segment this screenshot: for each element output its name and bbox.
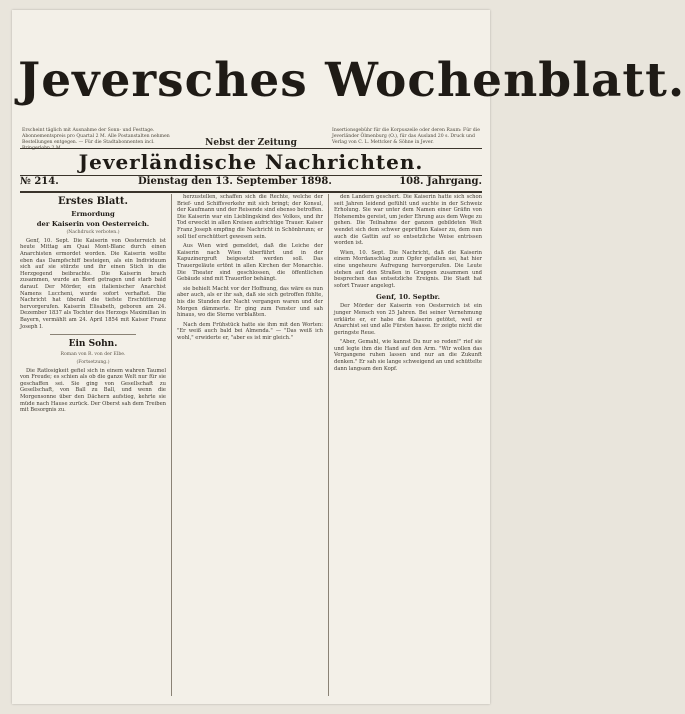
article-text: Genf, 10. Sept. Die Kaiserin von Oesterreich ist heute Mittag am Quai Mont-Blanc durch einen Anarchisten ermordet worden. Die Kaiserin wollte eben das Dampfschiff besteigen, als ein Individuum sich auf sie stürzte und ihr einen Stich in die Herzgegend beibrachte. Die Kaiserin brach zusammen, wurde an Bord getragen und starb bald darauf. Der Mörder, ein italienischer Anarchist Namens Luccheni, wurde sofort verhaftet. Die Nachricht hat überall die tiefste Erschütterung hervorgerufen. Kaiserin Elisabeth, geboren am 24. Dezember 1837 als Tochter des Herzogs Maximilian in Bayern, vermählt am 24. April 1854 mit Kaiser Franz Joseph I. xyxy=(20,237,166,330)
story-text-3: "Aber, Gemahl, wie kannst Du nur so reden!" rief sie und legte ihm die Hand auf den Arm. "Wir wollen das Vergangene ruhen lassen und nur an die Zukunft denken." Er sah sie lange schweigend an und schüttelte dann langsam den Kopf. xyxy=(334,339,482,372)
story-title: Ein Sohn. xyxy=(68,339,118,350)
article-text-3b: Wien, 10. Sept. Die Nachricht, daß die Kaiserin einem Mordanschlag zum Opfer gefallen sei, hat hier eine ungeheure Aufregung hervorgerufen. Die Leute stehen auf den Straßen in Gruppen zusammen und besprechen das entsetzliche Ereignis. Die Stadt hat sofort Trauer angelegt. xyxy=(334,249,482,289)
column-1 xyxy=(20,194,166,698)
rule-bottom xyxy=(20,191,482,193)
column-2 xyxy=(177,194,323,698)
headline-line-2: der Kaiserin von Oesterreich. xyxy=(36,220,150,228)
reprint-note: (Nachdruck verboten.) xyxy=(66,230,120,235)
issue-year: 108. Jahrgang. xyxy=(399,176,482,187)
section-title: Erstes Blatt. xyxy=(57,196,129,207)
dispatch-heading: Genf, 10. Septbr. xyxy=(376,293,440,302)
newspaper-page xyxy=(12,10,685,704)
story-divider xyxy=(50,334,136,335)
headline-line-1: Ermordung xyxy=(71,210,115,218)
masthead-right-info: Insertionsgebühr für die Korpuszeile oder deren Raum: Für die Jeverländer Ölmenburg (O.), für das Ausland 20 s. Druck und Verlag von C. L. Mettcker & Söhne in Jever. xyxy=(332,128,480,145)
masthead-center-sub: Nebst der Zeitung xyxy=(205,138,297,148)
article-text-3c: Der Mörder der Kaiserin von Oesterreich ist ein junger Mensch von 25 Jahren. Bei seiner Vernehmung erklärte er, er habe die Kaiserin getötet, weil er Anarchist sei und alle Fürsten hasse. Er zeigte nicht die geringste Reue. xyxy=(334,303,482,336)
column-divider-1 xyxy=(171,194,172,696)
issue-date: Dienstag den 13. September 1898. xyxy=(138,176,332,187)
masthead-left-info: Erscheint täglich mit Ausnahme der Sonn- und Festtage. Abonnementspreis pro Quartal 2 M. Alle Postanstalten nehmen Bestellungen entgegen. — Für die Stadtabonnenten incl. Bringerlohn 2 M. xyxy=(22,128,170,151)
story-text-2b: Nach dem Frühstück hatte sie ihm mit den Worten: "Er weiß auch bald bei Almenda." — "Das weiß ich wohl," erwiderte er, "aber es ist mir gleich." xyxy=(177,321,323,341)
issue-number: № 214. xyxy=(20,176,59,187)
article-text-2a: herzustellen, schaffen sich die Rechte, welche der Brief- und Schiffsverkehr mit sich bringt; der Konsul, der Kaufmann und der Reisende sind ebenso betroffen. Die Kaiserin war ein Lieblingskind des Volkes, und ihr Tod erweckt in allen Kreisen aufrichtige Trauer. Kaiser Franz Joseph empfing die Nachricht in Schönbrunn; er soll tief erschüttert gewesen sein. xyxy=(177,194,323,240)
story-note: (Fortsetzung.) xyxy=(76,359,110,365)
masthead-title: Jeversches Wochenblatt. xyxy=(18,53,685,108)
article-text-3a: den Landern geschert. Die Kaiserin hatte sich schon seit Jahren leidend gefühlt und suchte in der Schweiz Erholung. Sie war unter dem Namen einer Gräfin von Hohenembs gereist, um jeder Ehrung aus dem Wege zu gehen. Die Teilnahme der ganzen gebildeten Welt wendet sich dem schwer geprüften Kaiser zu, dem nun auch die Gattin auf so entsetzliche Weise entrissen worden ist. xyxy=(334,194,482,247)
story-byline: Roman von R. von der Elbe. xyxy=(60,352,126,358)
story-text: Die Ratlosigkeit gefiel sich in einem wahren Taumel von Freude; es schien als ob die ganze Welt nur für sie geschaffen sei. Sie ging von Gesellschaft zu Gesellschaft, von Ball zu Ball, und wenn die Morgensonne über den Dächern aufstieg, kehrte sie müde nach Hause zurück. Der Oberst sah dem Treiben mit Besorgnis zu. xyxy=(20,367,166,414)
article-text-2b: Aus Wien wird gemeldet, daß die Leiche der Kaiserin nach Wien überführt und in der Kapuzinergruft beigesetzt werden soll. Das Trauergeläute ertönt in allen Kirchen der Monarchie. Die Theater sind geschlossen, die öffentlichen Gebäude sind mit Trauerflor behängt. xyxy=(177,243,323,283)
column-3 xyxy=(334,194,482,698)
dateline xyxy=(20,176,482,190)
column-divider-2 xyxy=(328,194,329,696)
rule-top xyxy=(20,148,482,149)
story-text-2a: sie behielt Macht vor der Hoffnung, das wäre es nun aber auch, als er ihr sah, daß sie sich getroffen fühlte, bis die Stunden der Nacht vergangen waren und der Morgen dämmerte. Er ging zum Fenster und sah hinaus, wo die Sterne verblaßten. xyxy=(177,285,323,319)
subtitle: Jeverländische Nachrichten. xyxy=(78,150,424,174)
